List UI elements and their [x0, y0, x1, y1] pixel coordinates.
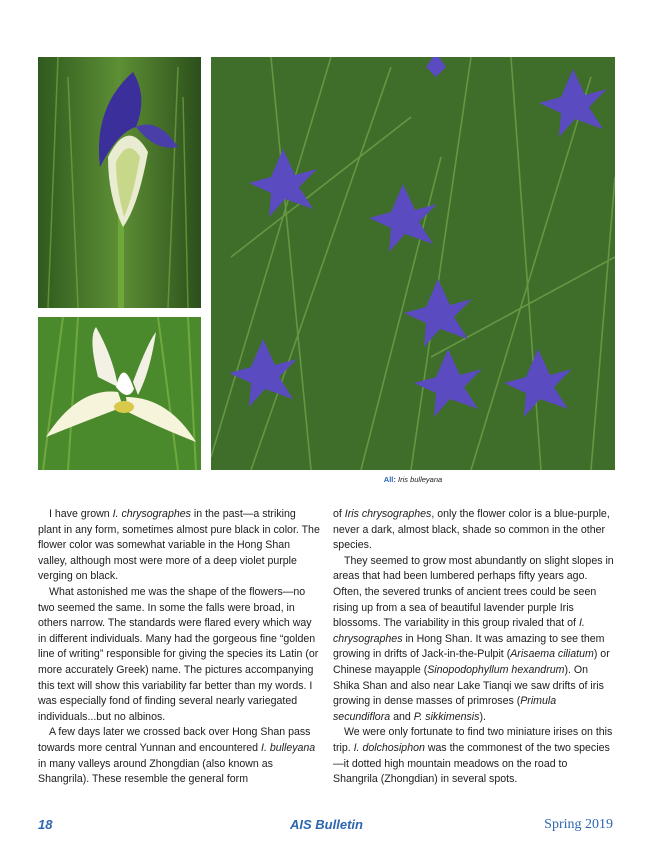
caption-label: All: [383, 475, 396, 484]
paragraph [333, 554, 615, 726]
text-run: in Hong Shan. It was amazing to see them growing in drifts of Jack-in-the-Pulpit ( [333, 632, 605, 661]
text-run: I have grown [49, 508, 113, 520]
text-run: We were only fortunate to find two miniature irises on this trip. [333, 726, 613, 754]
text-run: A few days later we crossed back over Hong Shan pass towards more central Yunnan and encountered [38, 726, 311, 754]
text-column-left [38, 507, 320, 788]
text-run: They seemed to grow most abundantly on slight slopes in areas that had been lumbered perhaps fifty years ago. Often, the severed trunks of ancient trees could be seen rising up from a sea of beautiful lavender purple Iris blossoms. The variability in this group rivaled that of [333, 554, 614, 630]
text-run: What astonished me was the shape of the flowers—no two seemed the same. In some the falls were broad, in others narrow. The standards were flared every which way in different individuals. Many had the gorgeous fine “golden line of writing” responsible for giving the species its Latin (or more accurately Greek) name. The pictures accompanying this text will show this variability far better than my words. I was especially fond of finding several nearly variegated individuals...but no albinos. [38, 585, 319, 723]
page-number: 18 [38, 817, 53, 832]
caption-text: Iris bulleyana [397, 475, 443, 484]
text-run: was the commonest of the two species—it dotted high mountain meadows on the road to Shangrila (Zhongdian) in several spots. [333, 741, 610, 786]
photo-caption [211, 475, 615, 484]
text-run: , only the flower color is a blue-purple, never a dark, almost black, shade so common in the other species. [333, 508, 610, 552]
photo-iris-bulleyana [211, 57, 615, 470]
text-run: ). [479, 710, 486, 723]
paragraph [333, 725, 615, 787]
paragraph [38, 725, 320, 787]
text-run: ) or Chinese mayapple ( [333, 648, 610, 676]
italic-run: Iris chrysographes [344, 508, 432, 520]
photo-white-iris [38, 317, 201, 470]
text-run: and [390, 710, 414, 723]
italic-run: I. bulleyana [261, 741, 316, 754]
italic-run: Sinopodophyllum hexandrum [427, 663, 565, 676]
italic-run: I. dolchosiphon [353, 741, 425, 754]
paragraph [333, 507, 615, 554]
italic-run: P. sikkimensis [413, 710, 480, 723]
text-run: ). On Shika Shan and also near Lake Tianqi we saw drifts of iris growing in dense masses of primroses ( [333, 663, 604, 708]
publication-title: AIS Bulletin [290, 817, 363, 832]
italic-run: I. chrysographes [112, 508, 191, 520]
paragraph [38, 585, 320, 725]
text-run: in many valleys around Zhongdian (also known as Shangrila). These resemble the general form [38, 757, 273, 786]
issue-date: Spring 2019 [544, 817, 613, 832]
paragraph [38, 507, 320, 585]
italic-run: Primula secundiflora [333, 695, 557, 723]
italic-run: Arisaema ciliatum [510, 648, 594, 661]
text-run: of [333, 508, 345, 520]
text-run: in the past—a striking plant in any form, sometimes almost pure black in color. The flower color was somewhat variable in the Hong Shan valley, although most were more of a deep violet purple verging on black. [38, 508, 320, 583]
text-column-right [333, 507, 615, 788]
italic-run: I. chrysographes [333, 617, 585, 645]
photo-iris-chrysographes [38, 57, 201, 308]
